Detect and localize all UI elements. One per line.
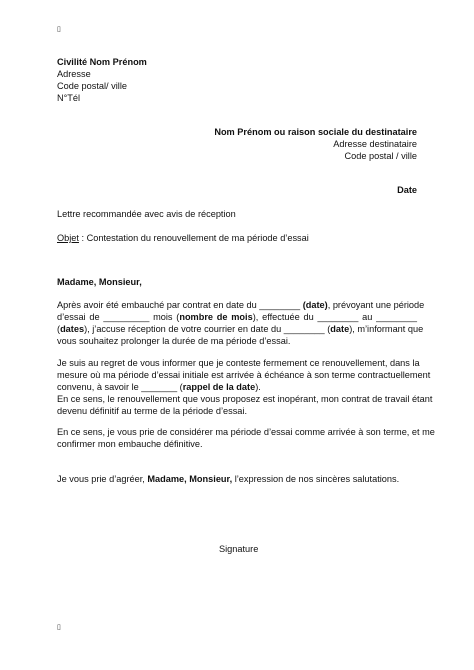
paragraph-line: Après avoir été embauché par contrat en date du ________ (date), prévoyant une période [57,300,425,310]
paragraph-line: mesure où ma période d’essai initiale est arrivée à échéance à son terme contractuellement [57,370,431,381]
paragraph-line: (dates), j’accuse réception de votre courrier en date du ________ (date), m’informant que [57,324,424,335]
sender-city: Code postal/ ville [57,81,127,91]
blank-field: ________ [376,312,417,323]
subject-label: Objet [57,233,79,243]
subject-line [57,232,309,244]
delivery-mode: Lettre recommandée avec avis de réception [57,209,236,219]
paragraph-3 [57,426,435,450]
paragraph-line: convenu, à savoir le _______ (rappel de la date). [57,382,261,393]
page-marker-bottom: ▯ [57,624,61,631]
blank-field: ________ [317,312,359,323]
sender-address: Adresse [57,69,91,79]
paragraph-line: confirmer mon embauche définitive. [57,439,203,450]
paragraph-1 [57,299,425,347]
subject-text: : Contestation du renouvellement de ma période d’essai [78,233,309,243]
blank-field: _________ [103,312,150,323]
blank-field: ________ [259,300,301,310]
paragraph-line: d’essai de _________ mois (nombre de mois), effectuée du ________ au ________ [57,312,417,323]
sender-name: Civilité Nom Prénom [57,57,147,67]
paragraph-line: En ce sens, le renouvellement que vous proposez est inopérant, mon contrat de travail étant [57,394,433,405]
paragraph-line: vous souhaitez prolonger la durée de ma période d’essai. [57,336,291,347]
sender-phone: N°Tél [57,93,81,103]
blank-field: _______ [141,382,178,393]
signature-label: Signature [219,544,259,554]
closing-formula: Je vous prie d’agréer, Madame, Monsieur, l’expression de nos sincères salutations. [57,474,400,484]
page-marker-top: ▯ [57,26,61,33]
salutation: Madame, Monsieur, [57,277,142,287]
recipient-city: Code postal / ville [344,151,417,161]
blank-field: ________ [283,324,325,335]
paragraph-line: Je suis au regret de vous informer que je conteste fermement ce renouvellement, dans la [57,358,420,368]
paragraph-2 [57,357,433,417]
letter-date: Date [397,185,417,195]
paragraph-line: En ce sens, je vous prie de considérer ma période d’essai comme arrivée à son terme, et me [57,427,435,437]
recipient-name: Nom Prénom ou raison sociale du destinataire [214,127,417,137]
paragraph-line: devenu définitif au terme de la période d’essai. [57,406,247,417]
recipient-address: Adresse destinataire [333,139,417,149]
